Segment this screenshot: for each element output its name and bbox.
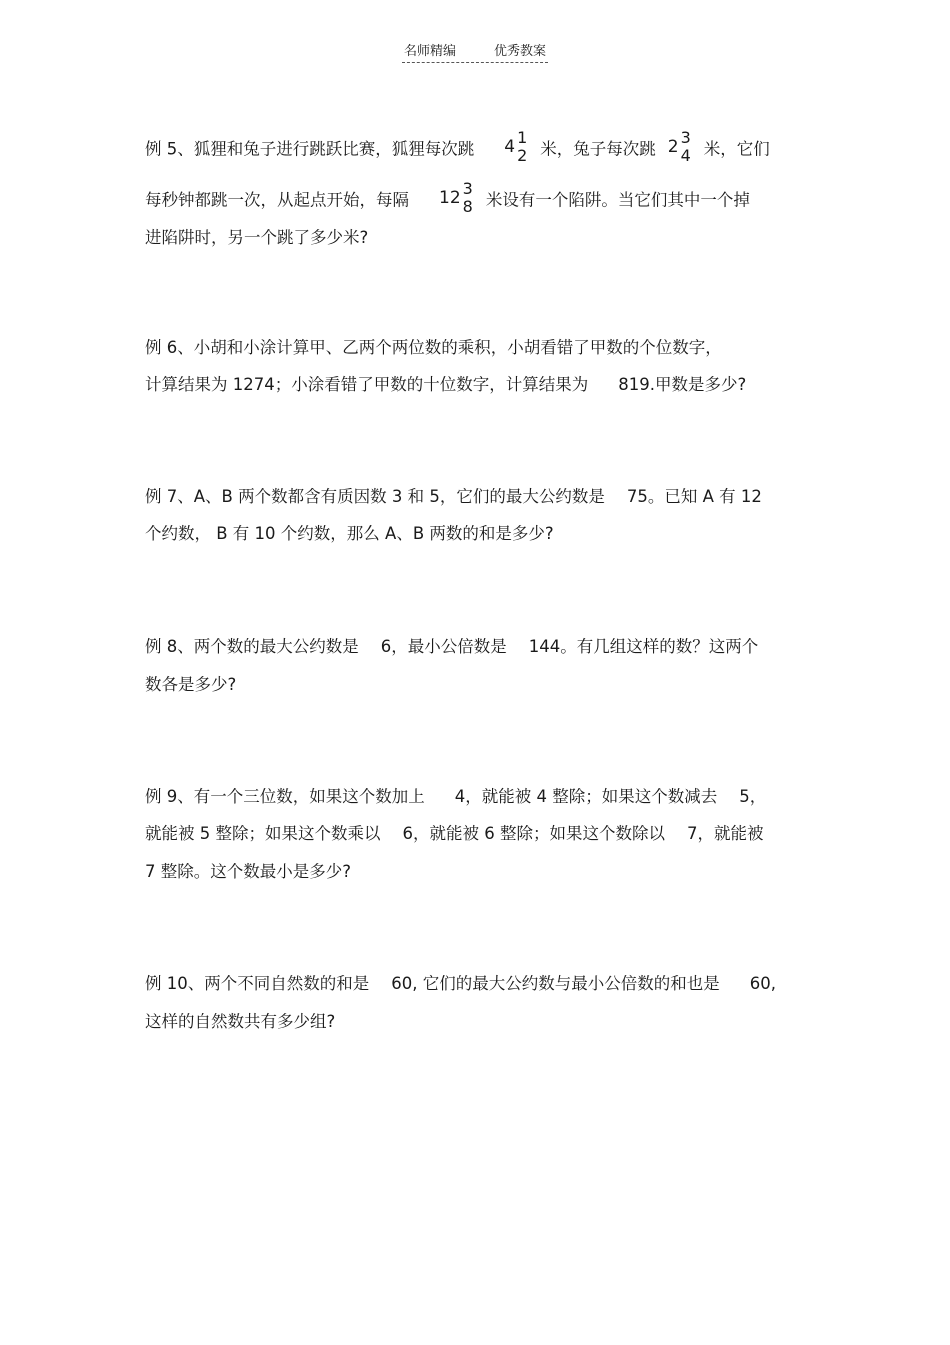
trap-interval-fraction xyxy=(439,180,474,216)
fox-jump-whole: 4 xyxy=(504,137,516,157)
example-10-text-1b: 60, 它们的最大公约数与最小公倍数的和也是 xyxy=(391,974,720,993)
example-7-text-2: 个约数， B 有 10 个约数，那么 A、B 两数的和是多少? xyxy=(145,524,554,543)
fox-jump-numerator: 1 xyxy=(517,128,528,147)
fox-jump-denominator: 2 xyxy=(517,146,528,165)
example-9-text-3: 7 整除。这个数最小是多少? xyxy=(145,862,352,881)
example-8-text-2: 数各是多少? xyxy=(145,675,237,694)
example-7-text-1a: 例 7、A、B 两个数都含有质因数 3 和 5，它们的最大公约数是 xyxy=(145,487,605,506)
example-9-text-2a: 就能被 5 整除；如果这个数乘以 xyxy=(145,824,381,843)
trap-interval-numerator: 3 xyxy=(462,179,473,198)
example-10-text-1c: 60, xyxy=(749,974,776,993)
example-9-text-1c: 5， xyxy=(739,787,767,806)
example-8-text-1a: 例 8、两个数的最大公约数是 xyxy=(145,637,359,656)
rabbit-jump-fraction xyxy=(668,129,692,165)
example-7-line-1 xyxy=(145,487,762,507)
example-5-text-1a: 例 5、狐狸和兔子进行跳跃比赛，狐狸每次跳 xyxy=(145,139,475,159)
example-9-text-2c: 7，就能被 xyxy=(687,824,764,843)
example-5-text-1b: 米，兔子每次跳 xyxy=(540,139,656,159)
header-left-text: 名师精编 xyxy=(403,44,456,59)
example-10-line-2 xyxy=(145,1012,335,1032)
example-6-line-2 xyxy=(145,375,746,395)
example-8-text-1b: 6，最小公倍数是 xyxy=(380,637,507,656)
example-9-line-2 xyxy=(145,824,764,844)
header-right-text: 优秀教案 xyxy=(494,44,547,59)
example-9-text-2b: 6，就能被 6 整除；如果这个数除以 xyxy=(402,824,665,843)
example-10-line-1 xyxy=(145,974,776,994)
example-8-text-1c: 144。有几组这样的数？这两个 xyxy=(528,637,759,656)
fox-jump-fraction xyxy=(504,129,528,165)
example-5-line-1 xyxy=(145,128,770,168)
example-8-line-1 xyxy=(145,637,758,657)
example-10-text-1a: 例 10、两个不同自然数的和是 xyxy=(145,974,370,993)
example-5-text-2a: 每秒钟都跳一次，从起点开始，每隔 xyxy=(145,190,409,210)
example-7-line-2 xyxy=(145,524,554,544)
trap-interval-denominator: 8 xyxy=(462,197,473,216)
example-8-line-2 xyxy=(145,675,236,695)
example-6-text-1: 例 6、小胡和小涂计算甲、乙两个两位数的乘积，小胡看错了甲数的个位数字， xyxy=(145,338,722,357)
example-7-text-1b: 75。已知 A 有 12 xyxy=(626,487,762,506)
rabbit-jump-whole: 2 xyxy=(667,137,679,157)
example-9-line-3 xyxy=(145,862,351,882)
trap-interval-whole: 12 xyxy=(439,188,461,208)
example-5-text-2b: 米设有一个陷阱。当它们其中一个掉 xyxy=(485,190,750,210)
example-6-text-2b: 819.甲数是多少? xyxy=(618,375,747,394)
example-9-line-1 xyxy=(145,787,766,807)
example-5-line-2 xyxy=(145,179,750,219)
example-5-line-3 xyxy=(145,228,368,248)
example-9-text-1a: 例 9、有一个三位数，如果这个数加上 xyxy=(145,787,425,806)
example-5-text-1c: 米，它们 xyxy=(703,139,770,159)
rabbit-jump-numerator: 3 xyxy=(680,128,691,147)
example-6-line-1 xyxy=(145,338,722,358)
example-10-text-2: 这样的自然数共有多少组? xyxy=(145,1012,336,1031)
example-9-text-1b: 4，就能被 4 整除；如果这个数减去 xyxy=(454,787,718,806)
example-5-text-3: 进陷阱时，另一个跳了多少米? xyxy=(145,228,369,247)
rabbit-jump-denominator: 4 xyxy=(680,146,691,165)
example-6-text-2a: 计算结果为 1274；小涂看错了甲数的十位数字，计算结果为 xyxy=(145,375,589,394)
